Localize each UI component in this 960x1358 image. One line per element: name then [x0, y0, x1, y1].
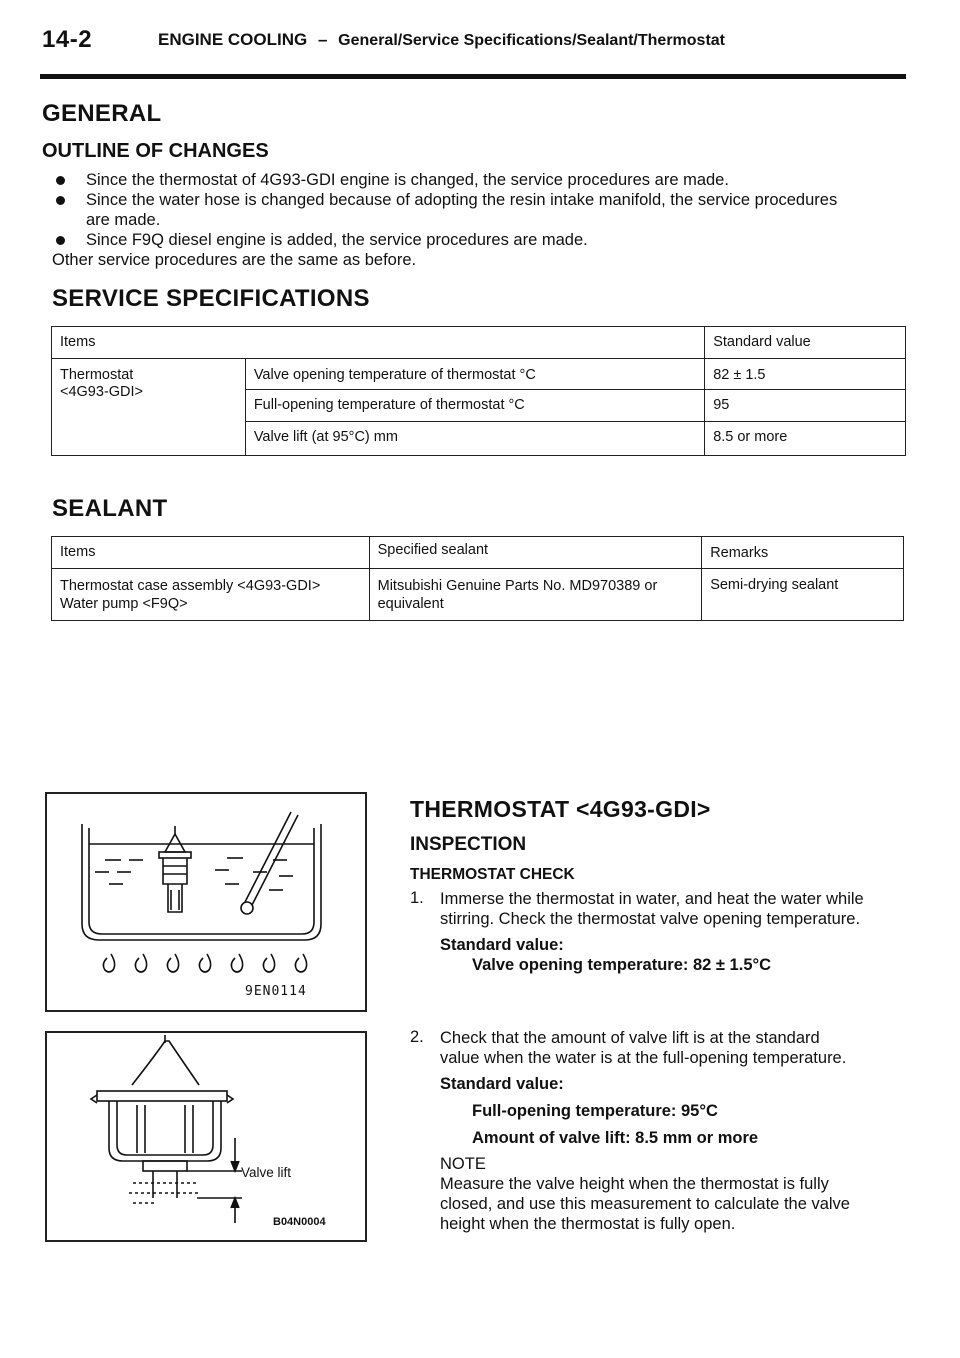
check-heading: THERMOSTAT CHECK [410, 866, 575, 883]
bullet-text: Since F9Q diesel engine is added, the service procedures are made. [86, 231, 588, 249]
sealant-cell [369, 569, 702, 621]
value-cell: 95 [705, 390, 906, 422]
bullet-text: Since the thermostat of 4G93-GDI engine is changed, the service procedures are made. [86, 171, 729, 189]
step-1-line2: stirring. Check the thermostat valve opening temperature. [440, 910, 861, 928]
step-2-line2: value when the water is at the full-opening temperature. [440, 1049, 847, 1067]
group-line2: <4G93-GDI> [60, 384, 144, 400]
section-title: ENGINE COOLING [158, 30, 308, 49]
valve-lift-label: Valve lift [241, 1165, 292, 1180]
step-1-std-value: Valve opening temperature: 82 ± 1.5°C [472, 956, 772, 974]
figure-valve-lift [45, 1031, 367, 1242]
service-specs-heading: SERVICE SPECIFICATIONS [52, 285, 370, 312]
table-header-row [52, 327, 906, 359]
item-line1: Thermostat case assembly <4G93-GDI> [60, 578, 321, 594]
group-cell [52, 359, 246, 456]
note-line3: height when the thermostat is fully open. [440, 1215, 736, 1233]
closing-text: Other service procedures are the same as before. [52, 251, 417, 269]
figure-code: B04N0004 [273, 1216, 326, 1228]
service-specs-table [51, 326, 906, 456]
value-cell: 8.5 or more [705, 422, 906, 456]
page-number: 14-2 [42, 26, 93, 53]
outline-heading: OUTLINE OF CHANGES [42, 140, 269, 162]
page-title [158, 30, 725, 50]
step-2-std-2: Amount of valve lift: 8.5 mm or more [472, 1129, 759, 1147]
step-number: 2. [410, 1028, 424, 1046]
valve-lift-illustration [47, 1033, 365, 1240]
sealant-heading: SEALANT [52, 495, 168, 522]
item-cell: Valve lift (at 95°C) mm [245, 422, 704, 456]
step-2-std-1: Full-opening temperature: 95°C [472, 1102, 718, 1120]
figure-code: 9EN0114 [245, 984, 307, 999]
inspection-heading: INSPECTION [410, 834, 527, 855]
col-sealant: Specified sealant [369, 537, 702, 569]
bullet-text-cont: are made. [86, 211, 161, 229]
step-2-line1: Check that the amount of valve lift is at the standard [440, 1029, 820, 1047]
sealant-line2: equivalent [377, 596, 444, 612]
note-line1: Measure the valve height when the thermostat is fully [440, 1175, 829, 1193]
items-cell [52, 569, 370, 621]
bullet-text: Since the water hose is changed because of adopting the resin intake manifold, the service procedures [86, 191, 838, 209]
sealant-table [51, 536, 904, 621]
table-header-row [52, 537, 904, 569]
title-dash: – [317, 30, 328, 49]
step-2-std-label: Standard value: [440, 1075, 564, 1093]
table-row [52, 359, 906, 390]
item-line2: Water pump <F9Q> [60, 596, 188, 612]
step-1-line1: Immerse the thermostat in water, and heat the water while [440, 890, 864, 908]
water-bath-illustration [47, 794, 365, 1010]
table-row [52, 569, 904, 621]
bullet-dot-icon [56, 236, 65, 245]
col-standard: Standard value [705, 327, 906, 359]
note-label: NOTE [440, 1155, 486, 1173]
value-cell: 82 ± 1.5 [705, 359, 906, 390]
sealant-line1: Mitsubishi Genuine Parts No. MD970389 or [377, 578, 658, 594]
figure-water-bath [45, 792, 367, 1012]
step-number: 1. [410, 889, 424, 907]
item-cell: Valve opening temperature of thermostat °C [245, 359, 704, 390]
group-line1: Thermostat [60, 367, 134, 383]
section-subtitle: General/Service Specifications/Sealant/Thermostat [338, 32, 725, 49]
col-remarks: Remarks [702, 537, 904, 569]
bullet-dot-icon [56, 196, 65, 205]
remarks-cell: Semi-drying sealant [702, 569, 904, 621]
general-heading: GENERAL [42, 100, 162, 127]
bullet-dot-icon [56, 176, 65, 185]
header-rule [40, 74, 906, 79]
item-cell: Full-opening temperature of thermostat °C [245, 390, 704, 422]
step-1-std-label: Standard value: [440, 936, 564, 954]
col-items: Items [52, 327, 705, 359]
thermostat-heading: THERMOSTAT <4G93-GDI> [410, 796, 711, 822]
col-items: Items [52, 537, 370, 569]
note-line2: closed, and use this measurement to calculate the valve [440, 1195, 850, 1213]
